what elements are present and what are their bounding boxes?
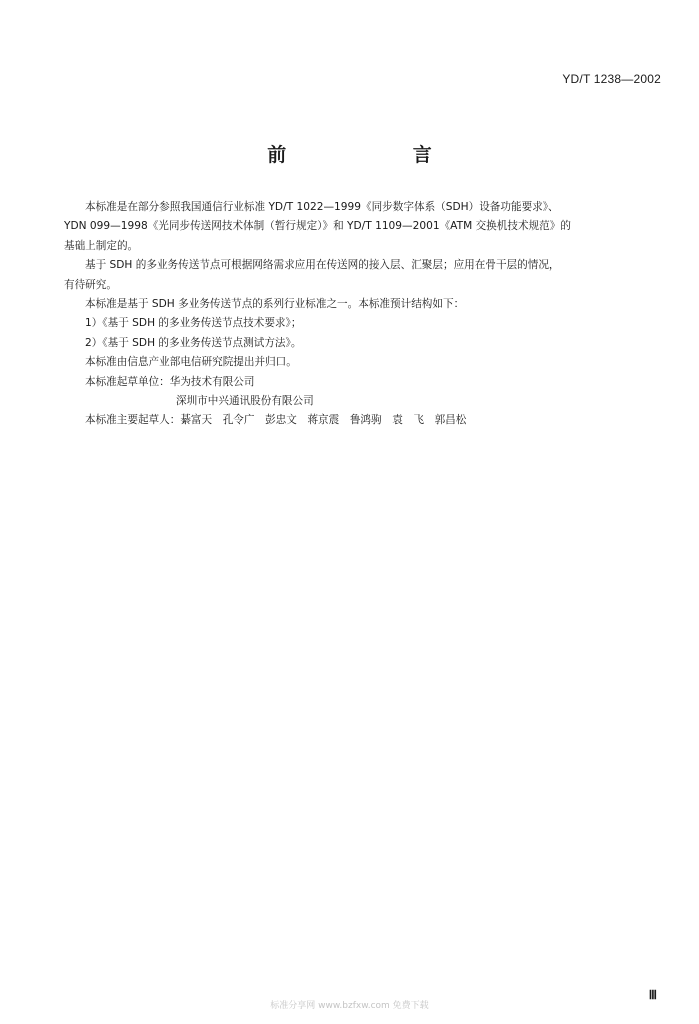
list-item-2: 2）《基于 SDH 的多业务传送节点测试方法》。 (85, 336, 302, 349)
paragraph-2-line-1: 基于 SDH 的多业务传送节点可根据网络需求应用在传送网的接入层、汇聚层；应用在骨干层的情况， (85, 259, 560, 272)
drafting-unit-2: 深圳市中兴通讯股份有限公司 (176, 395, 314, 408)
paragraph-4: 本标准由信息产业部电信研究院提出并归口。 (85, 356, 297, 369)
paragraph-1-line-2: YDN 099—1998《光同步传送网技术体制（暂行规定）》和 YD/T 1109—2001《ATM 交换机技术规范》的 (64, 220, 571, 233)
paragraph-2 (64, 256, 664, 295)
paragraph-1 (64, 198, 664, 256)
paragraph-3: 本标准是基于 SDH 多业务传送节点的系列行业标准之一。本标准预计结构如下： (85, 298, 465, 311)
paragraph-1-line-1: 本标准是在部分参照我国通信行业标准 YD/T 1022—1999《同步数字体系（SDH）设备功能要求》、 (85, 201, 559, 213)
page-title: 前 言 (267, 144, 492, 166)
paragraph-1-line-3: 基础上制定的。 (64, 239, 139, 252)
foreword-body (64, 198, 664, 431)
footer-watermark: 标准分享网 www.bzfxw.com 免费下载 (270, 1001, 429, 1011)
list-item-1: 1）《基于 SDH 的多业务传送节点技术要求》； (85, 317, 302, 330)
standard-code: YD/T 1238—2002 (562, 72, 661, 86)
drafting-units: 本标准起草单位：华为技术有限公司 (85, 375, 255, 388)
drafters: 本标准主要起草人：綦富天 孔令广 彭忠文 蒋京震 鲁鸿驹 袁 飞 郭昌松 (85, 414, 467, 427)
paragraph-2-line-2: 有待研究。 (64, 278, 117, 291)
page-number: Ⅲ (648, 988, 657, 1002)
